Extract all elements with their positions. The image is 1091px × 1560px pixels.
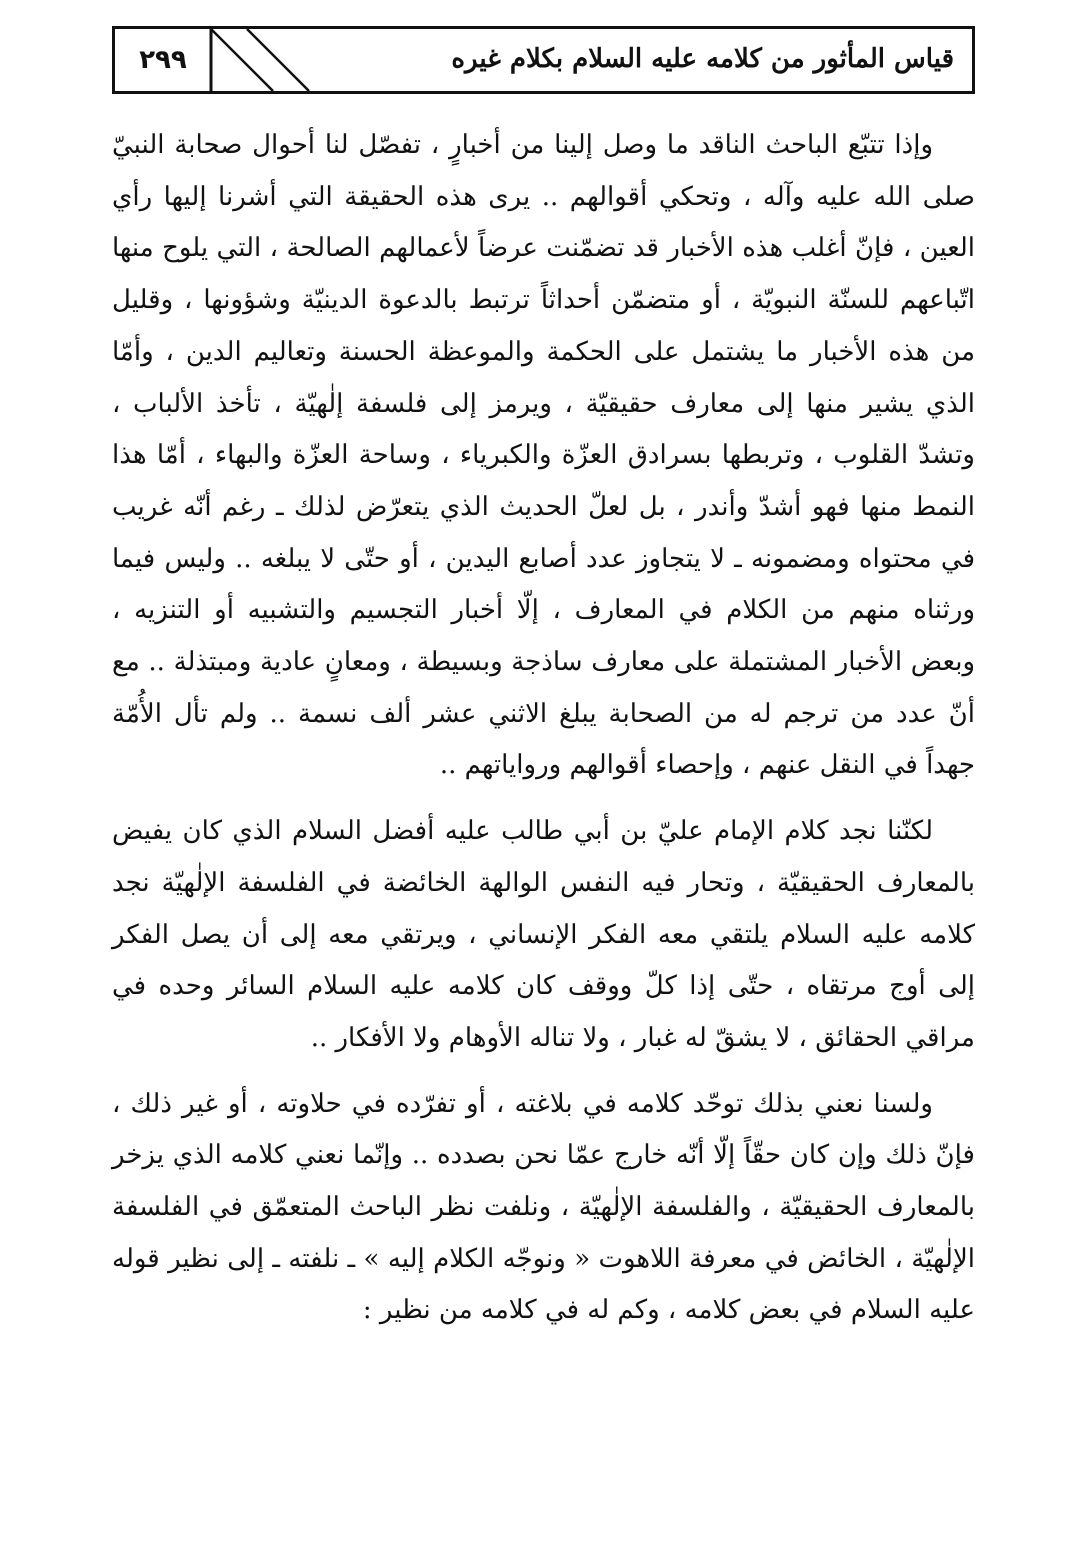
paragraph: وإذا تتبّع الباحث الناقد ما وصل إلينا من أخبارٍ ، تفصّل لنا أحوال صحابة النبيّ صلى الله عليه وآله ، وتحكي أقوالهم .. يرى هذه الحقيقة التي أشرنا إليها رأي العين ، فإنّ أغلب هذه الأخبار قد تضمّنت عرضاً لأعمالهم الصالحة ، التي يلوح منها اتّباعهم للسنّة النبويّة ، أو متضمّن أحداثاً ترتبط بالدعوة الدينيّة وشؤونها ، وقليل من هذه الأخبار ما يشتمل على الحكمة والموعظة الحسنة وتعاليم الدين ، وأمّا الذي يشير منها إلى معارف حقيقيّة ، ويرمز إلى فلسفة إلٰهيّة ، تأخذ الألباب ، وتشدّ القلوب ، وتربطها بسرادق العزّة والكبرياء ، وساحة العزّة والبهاء ، أمّا هذا النمط منها فهو أشدّ وأندر ، بل لعلّ الحديث الذي يتعرّض لذلك ـ رغم أنّه غريب في محتواه ومضمونه ـ لا يتجاوز عدد أصابع اليدين ، أو حتّى لا يبلغه .. وليس فيما ورثناه منهم من الكلام في المعارف ، إلّا أخبار التجسيم والتشبيه أو التنزيه ، وبعض الأخبار المشتملة على معارف ساذجة وبسيطة ، ومعانٍ عادية ومبتذلة .. مع أنّ عدد من ترجم له من الصحابة يبلغ الاثني عشر ألف نسمة .. ولم تأل الأُمّة جهداً في النقل عنهم ، وإحصاء أقوالهم ورواياتهم .. xyxy=(112,130,975,781)
running-title: قياس المأثور من كلامه عليه السلام بكلام غيره xyxy=(451,44,954,74)
page-number: ٢٩٩ xyxy=(139,45,187,75)
paragraph: لكنّنا نجد كلام الإمام عليّ بن أبي طالب عليه أفضل السلام الذي كان يفيض بالمعارف الحقيقيّة ، وتحار فيه النفس الوالهة الخائضة في الفلسفة الإلٰهيّة نجد كلامه عليه السلام يلتقي معه الفكر الإنساني ، ويرتقي معه إلى أن يصل الفكر إلى أوج مرتقاه ، حتّى إذا كلّ ووقف كان كلامه عليه السلام السائر وحده في مراقي الحقائق ، لا يشقّ له غبار ، ولا تناله الأوهام ولا الأفكار .. xyxy=(112,816,975,1053)
paragraph: ولسنا نعني بذلك توحّد كلامه في بلاغته ، أو تفرّده في حلاوته ، أو غير ذلك ، فإنّ ذلك وإن كان حقّاً إلّا أنّه خارج عمّا نحن بصدده .. وإنّما نعني كلامه الذي يزخر بالمعارف الحقيقيّة ، والفلسفة الإلٰهيّة ، ونلفت نظر الباحث المتعمّق في الفلسفة الإلٰهيّة ، الخائض في معرفة اللاهوت « ونوجّه الكلام إليه » ـ نلفته ـ إلى نظير قوله عليه السلام في بعض كلامه ، وكم له في كلامه من نظير : xyxy=(112,1088,975,1326)
running-header xyxy=(112,26,975,94)
body-text xyxy=(112,120,975,1337)
